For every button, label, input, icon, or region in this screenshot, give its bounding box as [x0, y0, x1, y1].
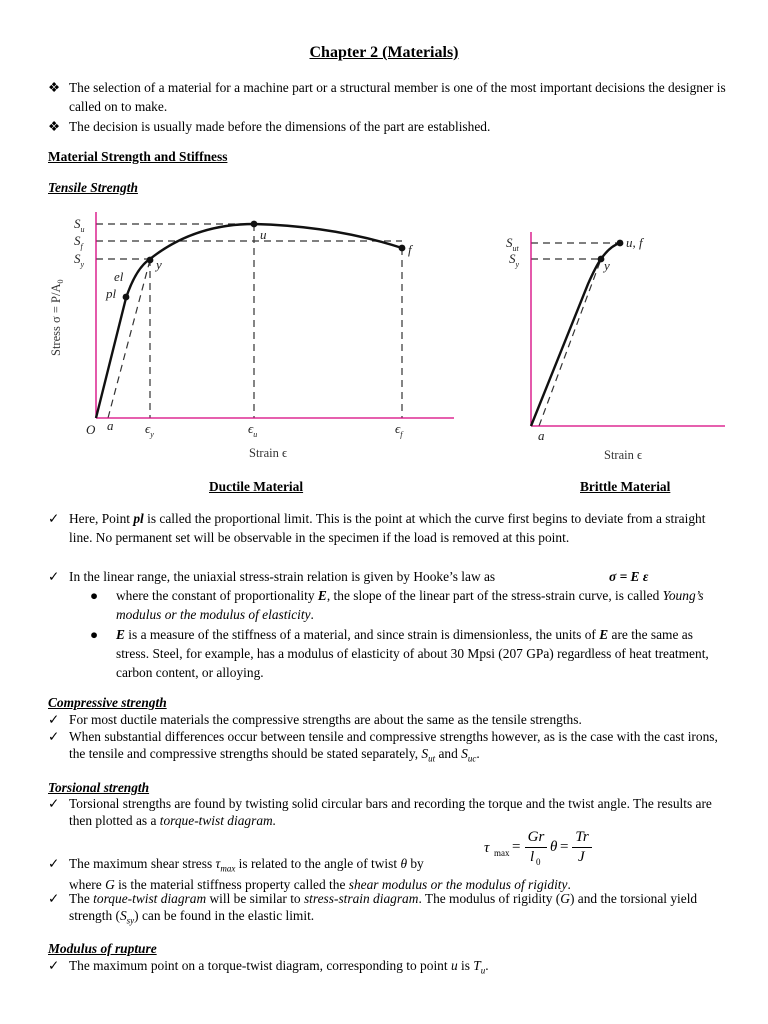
rupture-heading: Modulus of rupture [48, 941, 157, 956]
check-icon: ✓ [48, 796, 60, 811]
point-f [399, 245, 406, 252]
dot-bullet-icon: ● [90, 588, 99, 603]
check-icon: ✓ [48, 569, 60, 584]
label-ey: $\epsilon_y$ [145, 421, 154, 439]
x-axis-title: Strain ϵ [249, 446, 288, 460]
torsional-item: ✓ The maximum shear stress $\tau_{max}$ is related to the angle of twist θ by where G is the material stiffness property called the shear modulus or the modulus of rigidity. [48, 856, 571, 893]
diamond-bullet-icon: ❖ [48, 80, 61, 95]
ductile-caption: Ductile Material [209, 479, 304, 494]
ductile-stress-strain-diagram [44, 208, 464, 470]
tensile-point: ✓ In the linear range, the uniaxial stress-strain relation is given by Hooke’s law as σ = E ε [48, 569, 649, 584]
point-uf [617, 240, 624, 247]
torsional-item: ✓ Torsional strengths are found by twisting solid circular bars and recording the torque and the twist angle. The results are then plotted as a torque-twist diagram. [48, 796, 712, 828]
compressive-item: ✓ When substantial differences occur between tensile and compressive strengths however, as is the case with the cast irons, the tensile and compressive strengths should be stated separately, $S_{ut}$ and $S_{uc}$. [48, 729, 718, 764]
rupture-item: ✓ The maximum point on a torque-twist diagram, corresponding to point u is $T_u$. [48, 958, 489, 976]
brittle-stress-strain-diagram [500, 228, 730, 468]
brittle-caption: Brittle Material [580, 479, 671, 494]
diamond-bullet-icon: ❖ [48, 119, 61, 134]
point-pl [123, 294, 130, 301]
intro-item: ❖ The decision is usually made before the dimensions of the part are established. [48, 119, 491, 134]
check-icon: ✓ [48, 729, 60, 744]
label-sy: $S_y$ [74, 251, 85, 269]
label-ef: $\epsilon_f$ [395, 421, 403, 439]
check-icon: ✓ [48, 712, 60, 727]
tensile-bullet: ● where the constant of proportionality E, the slope of the linear part of the stress-strain curve, is called Young’s modulus or the modulus of elasticity. [90, 588, 704, 622]
section-heading: Material Strength and Stiffness [48, 149, 228, 164]
check-icon: ✓ [48, 856, 60, 871]
hooke-equation: σ = E ε [609, 569, 649, 584]
check-icon: ✓ [48, 891, 60, 906]
ductile-curve [96, 224, 402, 418]
tensile-heading: Tensile Strength [48, 180, 138, 195]
tensile-bullet: ● E is a measure of the stiffness of a material, and since strain is dimensionless, the units of E are the same as stress. Steel, for example, has a modulus of elasticity of about 30 Mpsi (207 GPa) regardless of heat treatment, carbon content, or alloying. [90, 627, 709, 680]
label-origin: O [86, 422, 96, 437]
label-y: y [604, 258, 610, 273]
label-f: f [408, 242, 412, 257]
label-eu: $\epsilon_u$ [248, 421, 258, 439]
label-sut: $S_{ut}$ [506, 235, 519, 253]
label-sy: $S_y$ [509, 251, 520, 269]
page-title: Chapter 2 (Materials) [309, 44, 459, 61]
label-el: el [114, 269, 124, 284]
label-a: a [107, 418, 114, 433]
label-uf: u, f [626, 235, 643, 250]
check-icon: ✓ [48, 958, 60, 973]
intro-item: ❖ The selection of a material for a machine part or a structural member is one of the most important decisions the designer is called on to make. [48, 80, 726, 114]
label-pl: pl [106, 286, 117, 301]
torsional-heading: Torsional strength [48, 780, 150, 795]
point-u [251, 221, 258, 228]
dot-bullet-icon: ● [90, 627, 99, 642]
compressive-item: ✓ For most ductile materials the compressive strengths are about the same as the tensile strengths. [48, 712, 582, 727]
label-u: u [260, 227, 267, 242]
y-axis-title: Stress $\sigma = P/A_0$ [49, 279, 65, 356]
point-y [147, 257, 154, 264]
label-su: $S_u$ [74, 216, 85, 234]
x-axis-title: Strain ϵ [604, 448, 643, 462]
label-a: a [538, 428, 545, 443]
torsional-item: ✓ The torque-twist diagram will be similar to stress-strain diagram. The modulus of rigidity (G) and the torsional yield strength $(S_{sy})$ can be found in the elastic limit. [48, 891, 698, 926]
label-y: y [156, 257, 162, 272]
label-sf: $S_f$ [74, 233, 83, 251]
check-icon: ✓ [48, 511, 60, 526]
compressive-heading: Compressive strength [48, 695, 167, 710]
tensile-point: ✓ Here, Point pl is called the proportional limit. This is the point at which the curve first begins to deviate from a straight line. No permanent set will be observable in the specimen if the load is removed at this point. [48, 511, 706, 545]
